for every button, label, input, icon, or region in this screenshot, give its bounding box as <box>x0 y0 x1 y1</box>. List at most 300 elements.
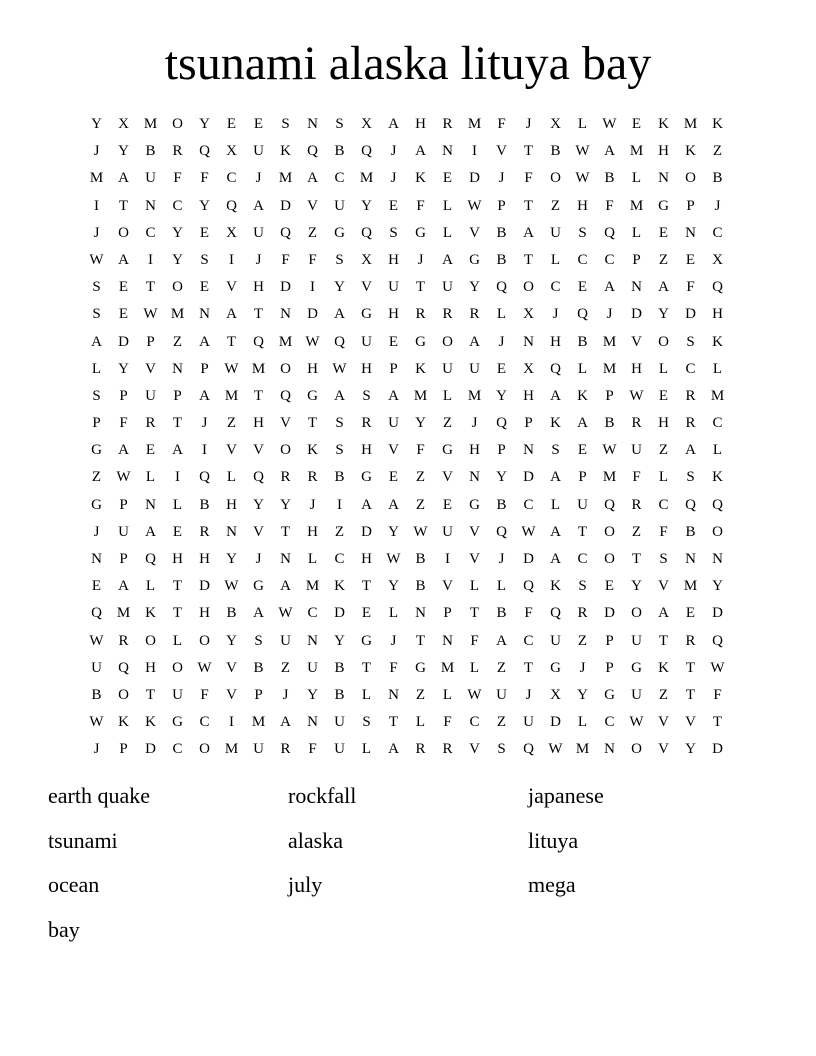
grid-letter: N <box>712 551 723 567</box>
grid-row <box>83 628 731 655</box>
grid-letter: Y <box>415 415 426 432</box>
grid-letter: V <box>469 224 480 241</box>
word-search-grid <box>83 111 731 764</box>
grid-letter: A <box>118 578 129 595</box>
grid-letter: Y <box>388 523 399 540</box>
grid-letter: Y <box>199 197 210 214</box>
grid-letter: U <box>442 279 453 296</box>
grid-letter: D <box>685 306 696 323</box>
grid-letter: W <box>224 360 239 377</box>
grid-letter: H <box>658 415 669 432</box>
grid-letter: U <box>388 279 399 296</box>
grid-letter: V <box>496 143 507 160</box>
grid-letter: A <box>280 578 291 595</box>
grid-row <box>83 220 731 247</box>
grid-letter: E <box>199 224 210 241</box>
grid-row <box>83 546 731 573</box>
grid-letter: A <box>118 251 129 268</box>
grid-letter: A <box>307 170 318 187</box>
grid-letter: B <box>496 224 507 241</box>
grid-letter: L <box>91 360 102 377</box>
grid-letter: L <box>496 306 507 323</box>
grid-letter: M <box>143 116 158 132</box>
grid-letter: P <box>173 387 182 404</box>
grid-letter: Y <box>469 279 480 296</box>
grid-letter: A <box>118 170 129 187</box>
grid-letter: V <box>469 523 480 540</box>
grid-letter: P <box>92 415 101 432</box>
grid-letter: V <box>226 279 237 296</box>
grid-letter: L <box>145 469 156 486</box>
grid-letter: U <box>631 632 642 649</box>
grid-letter: O <box>658 333 669 350</box>
grid-letter: T <box>118 197 129 214</box>
grid-letter: M <box>683 116 698 132</box>
grid-letter: E <box>685 251 696 268</box>
grid-letter: G <box>631 659 642 676</box>
grid-letter: M <box>575 741 590 758</box>
grid-letter: U <box>577 496 588 513</box>
grid-letter: J <box>390 170 397 187</box>
grid-letter: T <box>469 605 480 622</box>
grid-letter: O <box>280 360 291 377</box>
grid-letter: F <box>389 659 398 676</box>
grid-letter: Q <box>199 143 210 160</box>
grid-letter: U <box>334 741 345 758</box>
grid-letter: D <box>334 605 345 622</box>
grid-letter: Q <box>280 224 291 241</box>
grid-letter: X <box>361 251 372 268</box>
grid-letter: S <box>686 333 695 350</box>
grid-letter: L <box>442 686 453 703</box>
grid-letter: M <box>116 605 131 622</box>
grid-letter: P <box>605 387 614 404</box>
grid-letter: U <box>253 224 264 241</box>
grid-letter: E <box>496 360 507 377</box>
grid-letter: W <box>575 143 590 160</box>
grid-letter: C <box>577 251 588 268</box>
grid-letter: R <box>685 632 696 649</box>
grid-letter: C <box>604 251 615 268</box>
grid-letter: U <box>442 360 453 377</box>
grid-letter: H <box>361 442 372 459</box>
grid-letter: R <box>415 306 426 323</box>
grid-letter: K <box>712 469 723 486</box>
grid-letter: P <box>389 360 398 377</box>
grid-letter: H <box>199 605 210 622</box>
grid-letter: B <box>334 659 345 676</box>
grid-letter: L <box>145 578 156 595</box>
grid-letter: T <box>712 714 723 731</box>
grid-letter: U <box>145 170 156 187</box>
grid-letter: P <box>524 415 533 432</box>
grid-letter: X <box>523 306 534 323</box>
grid-letter: V <box>442 469 453 486</box>
grid-letter: B <box>496 496 507 513</box>
grid-letter: Z <box>712 143 723 160</box>
grid-letter: R <box>118 632 129 649</box>
grid-letter: Z <box>496 659 507 676</box>
grid-letter: C <box>307 605 318 622</box>
grid-letter: F <box>470 632 479 649</box>
grid-letter: M <box>710 387 725 404</box>
grid-letter: E <box>658 224 669 241</box>
grid-letter: J <box>93 523 100 540</box>
grid-letter: A <box>685 442 696 459</box>
grid-letter: Q <box>199 469 210 486</box>
grid-letter: S <box>497 741 506 758</box>
grid-letter: M <box>251 714 266 731</box>
grid-letter: U <box>280 632 291 649</box>
grid-letter: T <box>685 659 696 676</box>
grid-letter: H <box>307 360 318 377</box>
grid-letter: T <box>253 387 264 404</box>
grid-letter: B <box>415 551 426 567</box>
grid-letter: C <box>712 415 723 432</box>
grid-letter: V <box>280 415 291 432</box>
grid-letter: O <box>172 279 183 296</box>
grid-letter: W <box>602 116 617 132</box>
grid-letter: F <box>686 279 695 296</box>
word-list <box>48 780 768 958</box>
grid-letter: M <box>278 333 293 350</box>
grid-letter: L <box>442 224 453 241</box>
grid-letter: A <box>361 496 372 513</box>
grid-letter: X <box>226 224 237 241</box>
grid-letter: H <box>631 360 642 377</box>
grid-letter: M <box>683 578 698 595</box>
grid-row <box>83 682 731 709</box>
grid-letter: E <box>388 469 399 486</box>
grid-letter: E <box>388 197 399 214</box>
grid-letter: G <box>172 714 183 731</box>
grid-letter: U <box>361 333 372 350</box>
grid-letter: I <box>202 442 207 459</box>
word-list-item: earth quake <box>48 783 150 808</box>
grid-letter: F <box>605 197 614 214</box>
grid-letter: F <box>200 686 209 703</box>
grid-letter: D <box>280 197 291 214</box>
grid-letter: A <box>604 143 615 160</box>
grid-letter: I <box>94 197 99 214</box>
grid-letter: F <box>173 170 182 187</box>
grid-letter: M <box>413 387 428 404</box>
grid-letter: W <box>629 387 644 404</box>
grid-letter: P <box>119 741 128 758</box>
grid-letter: C <box>523 496 534 513</box>
grid-letter: P <box>119 387 128 404</box>
grid-letter: V <box>658 741 669 758</box>
grid-letter: U <box>334 714 345 731</box>
grid-letter: I <box>229 714 234 731</box>
grid-letter: U <box>550 632 561 649</box>
grid-letter: P <box>497 442 506 459</box>
grid-letter: J <box>498 551 505 567</box>
grid-letter: D <box>307 306 318 323</box>
grid-letter: X <box>118 116 129 132</box>
grid-letter: Z <box>334 523 345 540</box>
grid-letter: Y <box>658 306 669 323</box>
grid-letter: Y <box>307 686 318 703</box>
grid-letter: Q <box>253 333 264 350</box>
grid-letter: G <box>334 224 345 241</box>
grid-letter: U <box>118 523 129 540</box>
grid-letter: Q <box>604 496 615 513</box>
grid-letter: Y <box>577 686 588 703</box>
grid-letter: A <box>199 387 210 404</box>
grid-letter: F <box>308 741 317 758</box>
grid-letter: W <box>116 469 131 486</box>
grid-letter: W <box>710 659 725 676</box>
grid-letter: L <box>442 197 453 214</box>
grid-letter: Y <box>334 632 345 649</box>
grid-letter: L <box>496 578 507 595</box>
grid-letter: J <box>309 496 316 513</box>
grid-letter: R <box>145 415 156 432</box>
grid-letter: L <box>307 551 318 567</box>
grid-letter: N <box>685 224 696 241</box>
grid-letter: M <box>170 306 185 323</box>
grid-letter: T <box>658 632 669 649</box>
grid-letter: A <box>334 306 345 323</box>
grid-letter: Z <box>415 469 426 486</box>
grid-letter: M <box>251 360 266 377</box>
grid-letter: A <box>550 551 561 567</box>
grid-letter: E <box>361 605 372 622</box>
word-list-item: ocean <box>48 872 100 897</box>
word-list-item: japanese <box>528 783 604 808</box>
grid-row <box>83 165 731 192</box>
grid-row <box>83 111 731 138</box>
grid-letter: S <box>335 442 344 459</box>
grid-letter: O <box>442 333 453 350</box>
grid-row <box>83 329 731 356</box>
grid-letter: F <box>659 523 668 540</box>
grid-letter: M <box>629 143 644 160</box>
grid-letter: H <box>577 197 588 214</box>
grid-letter: O <box>199 741 210 758</box>
grid-letter: C <box>334 551 345 567</box>
grid-letter: O <box>550 170 561 187</box>
grid-letter: O <box>172 659 183 676</box>
grid-letter: R <box>685 387 696 404</box>
grid-letter: L <box>388 605 399 622</box>
grid-letter: O <box>118 224 129 241</box>
word-list-item: bay <box>48 916 80 942</box>
grid-letter: S <box>335 415 344 432</box>
grid-letter: B <box>334 686 345 703</box>
grid-letter: V <box>631 333 642 350</box>
grid-letter: Y <box>118 143 129 160</box>
grid-letter: F <box>200 170 209 187</box>
grid-letter: W <box>143 306 158 323</box>
grid-letter: C <box>469 714 480 731</box>
grid-letter: L <box>469 578 480 595</box>
grid-letter: D <box>604 605 615 622</box>
grid-letter: E <box>604 578 615 595</box>
grid-letter: Y <box>334 279 345 296</box>
grid-letter: B <box>253 659 264 676</box>
grid-letter: R <box>199 523 210 540</box>
grid-letter: K <box>658 659 669 676</box>
grid-letter: S <box>92 279 101 296</box>
grid-letter: X <box>361 116 372 132</box>
grid-letter: H <box>145 659 156 676</box>
grid-letter: V <box>361 279 372 296</box>
grid-letter: N <box>469 469 480 486</box>
grid-letter: Q <box>496 415 507 432</box>
grid-letter: T <box>172 415 183 432</box>
grid-letter: A <box>550 523 561 540</box>
grid-letter: L <box>712 442 723 459</box>
grid-letter: P <box>146 333 155 350</box>
grid-letter: T <box>523 197 534 214</box>
grid-letter: S <box>659 551 668 567</box>
grid-letter: K <box>712 333 723 350</box>
grid-letter: R <box>469 306 480 323</box>
grid-letter: G <box>469 251 480 268</box>
grid-letter: M <box>467 116 482 132</box>
grid-letter: A <box>172 442 183 459</box>
grid-letter: C <box>334 170 345 187</box>
grid-letter: M <box>305 578 320 595</box>
grid-letter: Q <box>523 578 534 595</box>
grid-letter: D <box>550 714 561 731</box>
grid-letter: R <box>577 605 588 622</box>
grid-letter: V <box>226 686 237 703</box>
grid-letter: V <box>469 741 480 758</box>
grid-letter: Q <box>523 741 534 758</box>
grid-letter: E <box>442 170 453 187</box>
grid-letter: R <box>442 116 453 132</box>
grid-row <box>83 410 731 437</box>
grid-letter: F <box>632 469 641 486</box>
grid-letter: G <box>442 442 453 459</box>
grid-letter: A <box>415 143 426 160</box>
grid-letter: H <box>307 523 318 540</box>
grid-letter: B <box>415 578 426 595</box>
grid-letter: X <box>712 251 723 268</box>
grid-letter: K <box>307 442 318 459</box>
grid-letter: Q <box>550 605 561 622</box>
grid-letter: Y <box>91 116 102 132</box>
grid-letter: W <box>89 632 104 649</box>
grid-letter: F <box>416 442 425 459</box>
grid-letter: Q <box>712 279 723 296</box>
grid-letter: R <box>631 496 642 513</box>
grid-letter: W <box>89 714 104 731</box>
grid-letter: T <box>361 659 372 676</box>
grid-letter: B <box>91 686 102 703</box>
grid-letter: M <box>629 197 644 214</box>
grid-letter: V <box>685 714 696 731</box>
grid-letter: Z <box>442 415 453 432</box>
grid-letter: U <box>307 659 318 676</box>
grid-letter: A <box>226 306 237 323</box>
grid-letter: B <box>334 143 345 160</box>
grid-letter: C <box>145 224 156 241</box>
grid-letter: P <box>497 197 506 214</box>
grid-letter: Z <box>658 442 669 459</box>
grid-letter: N <box>280 551 291 567</box>
grid-letter: Z <box>307 224 318 241</box>
grid-letter: J <box>390 632 397 649</box>
grid-letter: P <box>605 659 614 676</box>
grid-row <box>83 437 731 464</box>
grid-letter: T <box>172 605 183 622</box>
grid-letter: T <box>523 251 534 268</box>
grid-letter: G <box>361 306 372 323</box>
grid-letter: X <box>550 116 561 132</box>
grid-letter: Q <box>280 387 291 404</box>
grid-letter: S <box>389 224 398 241</box>
grid-letter: C <box>172 197 183 214</box>
grid-letter: T <box>226 333 237 350</box>
grid-letter: R <box>172 143 183 160</box>
grid-letter: J <box>471 415 478 432</box>
grid-letter: K <box>145 605 156 622</box>
grid-letter: X <box>226 143 237 160</box>
grid-letter: T <box>253 306 264 323</box>
grid-letter: Y <box>631 578 642 595</box>
grid-letter: Y <box>226 551 237 567</box>
grid-letter: W <box>629 714 644 731</box>
grid-letter: Y <box>253 496 264 513</box>
grid-letter: F <box>119 415 128 432</box>
grid-letter: V <box>658 578 669 595</box>
grid-letter: Q <box>361 224 372 241</box>
grid-letter: Q <box>91 605 102 622</box>
grid-letter: O <box>172 116 183 132</box>
grid-letter: A <box>550 387 561 404</box>
grid-letter: L <box>658 469 669 486</box>
grid-letter: F <box>308 251 317 268</box>
grid-letter: Q <box>226 197 237 214</box>
word-list-item: lituya <box>528 827 579 853</box>
grid-letter: B <box>577 333 588 350</box>
grid-letter: A <box>253 605 264 622</box>
grid-letter: X <box>523 360 534 377</box>
grid-letter: R <box>361 415 372 432</box>
grid-letter: M <box>224 741 239 758</box>
grid-letter: M <box>89 170 104 187</box>
grid-letter: H <box>361 551 372 567</box>
grid-letter: D <box>145 741 156 758</box>
grid-letter: L <box>577 116 588 132</box>
grid-letter: C <box>577 551 588 567</box>
grid-letter: M <box>602 333 617 350</box>
grid-letter: B <box>604 415 615 432</box>
grid-letter: A <box>253 197 264 214</box>
grid-letter: B <box>226 605 237 622</box>
grid-letter: I <box>175 469 180 486</box>
grid-letter: E <box>253 116 264 132</box>
grid-letter: R <box>280 469 291 486</box>
grid-letter: U <box>388 415 399 432</box>
grid-letter: H <box>361 360 372 377</box>
grid-letter: N <box>604 741 615 758</box>
grid-row <box>83 600 731 627</box>
grid-letter: Z <box>415 496 426 513</box>
grid-letter: J <box>255 251 262 268</box>
grid-letter: E <box>577 442 588 459</box>
grid-letter: A <box>658 279 669 296</box>
grid-letter: S <box>551 442 560 459</box>
grid-letter: M <box>278 170 293 187</box>
grid-letter: N <box>442 143 453 160</box>
grid-letter: H <box>172 551 183 567</box>
grid-letter: N <box>91 551 102 567</box>
